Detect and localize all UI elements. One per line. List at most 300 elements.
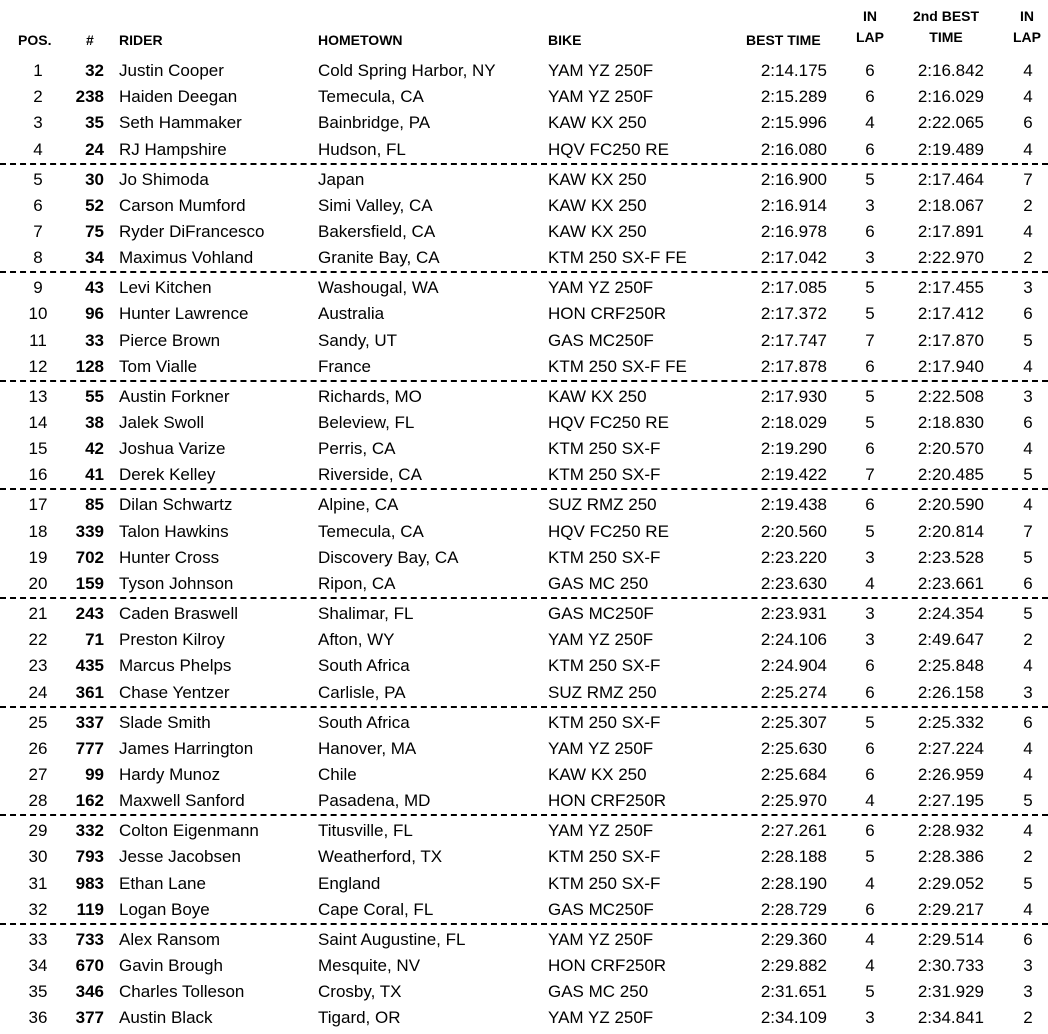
header-pos: POS. [18, 32, 52, 48]
table-row [0, 927, 1048, 953]
cell-second-best-time: 2:23.661 [917, 574, 984, 593]
cell-in-lap: 5 [865, 169, 875, 189]
table-row [0, 710, 1048, 736]
cell-bike: KTM 250 SX-F FE [548, 356, 687, 376]
cell-in-lap: 4 [865, 791, 875, 811]
cell-rider: Justin Cooper [119, 61, 224, 80]
cell-rider: Marcus Phelps [119, 656, 232, 676]
cell-bike: GAS MC250F [548, 330, 654, 350]
cell-second-best-time: 2:25.848 [917, 656, 984, 676]
cell-in-lap: 6 [865, 87, 875, 107]
cell-in-lap: 6 [865, 495, 875, 515]
cell-in-lap: 4 [865, 113, 875, 133]
cell-best-time: 2:17.747 [760, 330, 827, 350]
cell-hometown: Perris, CA [318, 439, 396, 459]
cell-hometown: Temecula, CA [318, 87, 424, 107]
cell-hometown: Cape Coral, FL [318, 899, 434, 919]
table-row [0, 601, 1048, 627]
cell-hometown: Weatherford, TX [318, 847, 443, 867]
cell-in-lap: 5 [865, 413, 875, 432]
cell-in-lap-2: 5 [1023, 791, 1033, 811]
table-row [0, 110, 1048, 136]
table-row [0, 436, 1048, 462]
cell-in-lap: 5 [865, 982, 875, 1002]
cell-position: 27 [28, 765, 48, 784]
cell-second-best-time: 2:20.570 [917, 439, 984, 459]
cell-position: 5 [33, 169, 43, 189]
cell-position: 6 [33, 195, 43, 215]
cell-number: 377 [75, 1008, 104, 1028]
cell-bike: GAS MC 250 [548, 574, 649, 593]
cell-best-time: 2:25.970 [760, 791, 827, 811]
cell-in-lap-2: 6 [1023, 929, 1033, 949]
cell-hometown: Japan [318, 169, 365, 189]
cell-in-lap: 4 [865, 574, 875, 593]
cell-position: 4 [33, 139, 43, 159]
cell-second-best-time: 2:29.514 [917, 929, 984, 949]
cell-hometown: Saint Augustine, FL [318, 929, 466, 949]
cell-in-lap-2: 4 [1023, 87, 1033, 107]
cell-in-lap-2: 2 [1023, 248, 1033, 268]
cell-in-lap-2: 3 [1023, 386, 1033, 406]
cell-bike: HON CRF250R [548, 956, 667, 975]
table-row [0, 979, 1048, 1005]
cell-in-lap: 6 [865, 356, 875, 376]
cell-bike: KTM 250 SX-F [548, 847, 661, 867]
cell-hometown: England [318, 873, 381, 893]
cell-in-lap: 4 [865, 929, 875, 949]
cell-second-best-time: 2:28.932 [917, 821, 984, 841]
table-row [0, 219, 1048, 245]
cell-best-time: 2:28.729 [760, 899, 827, 919]
header-number: # [86, 32, 94, 48]
cell-second-best-time: 2:28.386 [917, 847, 984, 867]
cell-second-best-time: 2:24.354 [917, 604, 984, 623]
cell-number: 85 [85, 495, 104, 515]
cell-in-lap: 3 [865, 630, 875, 650]
cell-best-time: 2:31.651 [760, 982, 827, 1002]
cell-bike: GAS MC250F [548, 604, 654, 623]
cell-position: 30 [28, 847, 48, 867]
table-row [0, 492, 1048, 518]
table-row [0, 84, 1048, 110]
cell-bike: KAW KX 250 [548, 222, 647, 241]
cell-hometown: Carlisle, PA [318, 682, 406, 702]
cell-position: 8 [33, 248, 43, 268]
cell-second-best-time: 2:18.830 [917, 413, 984, 432]
cell-bike: KAW KX 250 [548, 386, 647, 406]
cell-hometown: Australia [318, 304, 385, 324]
cell-bike: YAM YZ 250F [548, 929, 654, 949]
cell-hometown: Pasadena, MD [318, 791, 431, 811]
cell-best-time: 2:28.188 [760, 847, 827, 867]
cell-best-time: 2:16.914 [760, 195, 827, 215]
cell-in-lap: 3 [865, 547, 875, 567]
cell-position: 23 [28, 656, 48, 676]
table-row [0, 519, 1048, 545]
cell-in-lap: 7 [865, 465, 875, 485]
cell-best-time: 2:23.630 [760, 574, 827, 593]
cell-bike: HQV FC250 RE [548, 413, 669, 432]
table-row [0, 788, 1048, 816]
cell-rider: Austin Black [119, 1008, 213, 1028]
cell-number: 75 [85, 222, 104, 241]
table-row [0, 354, 1048, 382]
cell-hometown: Richards, MO [318, 386, 422, 406]
cell-best-time: 2:16.080 [760, 139, 827, 159]
cell-second-best-time: 2:20.814 [917, 521, 984, 541]
cell-bike: KAW KX 250 [548, 195, 647, 215]
table-row [0, 301, 1048, 327]
cell-bike: HQV FC250 RE [548, 139, 669, 159]
cell-in-lap: 5 [865, 386, 875, 406]
cell-second-best-time: 2:22.508 [917, 386, 984, 406]
table-row [0, 844, 1048, 870]
cell-second-best-time: 2:22.065 [917, 113, 984, 133]
cell-rider: Maxwell Sanford [119, 791, 245, 811]
cell-bike: KTM 250 SX-F [548, 439, 661, 459]
cell-number: 96 [85, 304, 104, 324]
table-row [0, 571, 1048, 599]
cell-rider: Alex Ransom [119, 929, 221, 949]
cell-in-lap: 3 [865, 195, 875, 215]
cell-rider: Joshua Varize [119, 439, 226, 459]
cell-hometown: Granite Bay, CA [318, 248, 440, 268]
cell-rider: Tyson Johnson [119, 574, 234, 593]
cell-hometown: Sandy, UT [318, 330, 398, 350]
table-row [0, 736, 1048, 762]
cell-in-lap-2: 4 [1023, 61, 1033, 80]
cell-rider: Chase Yentzer [119, 682, 230, 702]
cell-in-lap-2: 4 [1023, 139, 1033, 159]
cell-bike: KTM 250 SX-F [548, 656, 661, 676]
cell-best-time: 2:25.684 [760, 765, 827, 784]
table-row [0, 545, 1048, 571]
cell-hometown: South Africa [318, 712, 410, 732]
cell-rider: Haiden Deegan [119, 87, 238, 107]
cell-best-time: 2:19.438 [760, 495, 827, 515]
cell-in-lap: 6 [865, 439, 875, 459]
cell-number: 71 [85, 630, 104, 650]
cell-bike: KTM 250 SX-F FE [548, 248, 687, 268]
cell-bike: KAW KX 250 [548, 113, 647, 133]
cell-position: 32 [28, 899, 48, 919]
cell-second-best-time: 2:17.891 [917, 222, 984, 241]
table-row [0, 462, 1048, 490]
cell-bike: KTM 250 SX-F [548, 465, 661, 485]
cell-in-lap-2: 2 [1023, 195, 1033, 215]
table-row [0, 762, 1048, 788]
cell-best-time: 2:25.307 [760, 712, 827, 732]
cell-number: 162 [75, 791, 104, 811]
cell-bike: GAS MC250F [548, 899, 654, 919]
cell-rider: Logan Boye [119, 899, 210, 919]
cell-position: 28 [28, 791, 48, 811]
cell-hometown: Simi Valley, CA [318, 195, 433, 215]
cell-best-time: 2:34.109 [760, 1008, 827, 1028]
cell-in-lap: 7 [865, 330, 875, 350]
cell-number: 55 [85, 386, 104, 406]
cell-bike: HON CRF250R [548, 304, 667, 324]
cell-position: 12 [28, 356, 48, 376]
cell-hometown: Beleview, FL [318, 413, 415, 432]
cell-in-lap: 6 [865, 821, 875, 841]
cell-rider: Carson Mumford [119, 195, 246, 215]
cell-second-best-time: 2:26.158 [917, 682, 984, 702]
cell-second-best-time: 2:16.029 [917, 87, 984, 107]
cell-number: 41 [85, 465, 104, 485]
cell-bike: YAM YZ 250F [548, 821, 654, 841]
cell-second-best-time: 2:17.412 [917, 304, 984, 324]
cell-in-lap: 6 [865, 222, 875, 241]
table-row [0, 897, 1048, 925]
cell-number: 30 [85, 169, 104, 189]
table-row [0, 818, 1048, 844]
cell-rider: Hunter Cross [119, 547, 220, 567]
cell-hometown: Temecula, CA [318, 521, 424, 541]
cell-best-time: 2:17.930 [760, 386, 827, 406]
cell-bike: YAM YZ 250F [548, 87, 654, 107]
cell-in-lap: 6 [865, 139, 875, 159]
cell-bike: YAM YZ 250F [548, 278, 654, 298]
cell-number: 670 [75, 956, 104, 975]
cell-in-lap-2: 4 [1023, 656, 1033, 676]
cell-best-time: 2:25.274 [760, 682, 827, 702]
cell-hometown: Crosby, TX [318, 982, 402, 1002]
cell-in-lap: 4 [865, 956, 875, 975]
cell-number: 702 [75, 547, 104, 567]
cell-second-best-time: 2:30.733 [917, 956, 984, 975]
cell-second-best-time: 2:27.195 [917, 791, 984, 811]
cell-hometown: Bakersfield, CA [318, 222, 436, 241]
cell-position: 3 [33, 113, 43, 133]
cell-number: 43 [85, 278, 104, 298]
table-row [0, 653, 1048, 679]
cell-in-lap-2: 4 [1023, 222, 1033, 241]
cell-hometown: Riverside, CA [318, 465, 422, 485]
cell-bike: GAS MC 250 [548, 982, 649, 1002]
cell-position: 14 [28, 413, 48, 432]
cell-position: 7 [33, 222, 43, 241]
cell-rider: Colton Eigenmann [119, 821, 259, 841]
cell-number: 243 [75, 604, 104, 623]
cell-second-best-time: 2:17.464 [917, 169, 984, 189]
table-row [0, 275, 1048, 301]
cell-hometown: Chile [318, 765, 357, 784]
cell-rider: Charles Tolleson [119, 982, 245, 1002]
cell-best-time: 2:15.289 [760, 87, 827, 107]
cell-number: 33 [85, 330, 104, 350]
cell-position: 19 [28, 547, 48, 567]
table-row [0, 384, 1048, 410]
cell-in-lap-2: 7 [1023, 169, 1033, 189]
cell-rider: Dilan Schwartz [119, 495, 233, 515]
table-row [0, 1005, 1048, 1031]
cell-hometown: Bainbridge, PA [318, 113, 431, 133]
cell-rider: Ryder DiFrancesco [119, 222, 265, 241]
table-row [0, 245, 1048, 273]
cell-position: 26 [28, 738, 48, 758]
cell-rider: Levi Kitchen [119, 278, 212, 298]
cell-best-time: 2:17.878 [760, 356, 827, 376]
cell-in-lap-2: 6 [1023, 413, 1033, 432]
cell-position: 33 [28, 929, 48, 949]
cell-position: 31 [28, 873, 48, 893]
cell-bike: KAW KX 250 [548, 765, 647, 784]
cell-second-best-time: 2:19.489 [917, 139, 984, 159]
cell-bike: YAM YZ 250F [548, 1008, 654, 1028]
cell-second-best-time: 2:29.217 [917, 899, 984, 919]
cell-in-lap: 5 [865, 521, 875, 541]
cell-best-time: 2:17.372 [760, 304, 827, 324]
cell-best-time: 2:18.029 [760, 413, 827, 432]
cell-number: 42 [85, 439, 104, 459]
cell-number: 777 [75, 738, 104, 758]
header-best-time: BEST TIME [746, 32, 821, 48]
cell-rider: Pierce Brown [119, 330, 221, 350]
cell-in-lap-2: 4 [1023, 821, 1033, 841]
cell-hometown: Titusville, FL [318, 821, 413, 841]
cell-second-best-time: 2:16.842 [917, 61, 984, 80]
cell-rider: James Harrington [119, 738, 254, 758]
cell-best-time: 2:23.220 [760, 547, 827, 567]
header-hometown: HOMETOWN [318, 32, 403, 48]
cell-bike: YAM YZ 250F [548, 61, 654, 80]
cell-number: 99 [85, 765, 104, 784]
cell-hometown: Tigard, OR [318, 1008, 401, 1028]
cell-rider: Caden Braswell [119, 604, 239, 623]
cell-position: 36 [28, 1008, 48, 1028]
cell-in-lap-2: 4 [1023, 495, 1033, 515]
cell-rider: RJ Hampshire [119, 139, 227, 159]
cell-in-lap-2: 4 [1023, 356, 1033, 376]
cell-rider: Gavin Brough [119, 956, 223, 975]
cell-best-time: 2:16.978 [760, 222, 827, 241]
cell-rider: Preston Kilroy [119, 630, 225, 650]
cell-second-best-time: 2:17.870 [917, 330, 984, 350]
cell-position: 25 [28, 712, 48, 732]
table-row [0, 680, 1048, 708]
cell-best-time: 2:16.900 [760, 169, 827, 189]
cell-best-time: 2:19.290 [760, 439, 827, 459]
table-row [0, 193, 1048, 219]
cell-in-lap-2: 5 [1023, 547, 1033, 567]
cell-position: 29 [28, 821, 48, 841]
header-second-best-time: 2nd BEST TIME [912, 8, 980, 45]
cell-rider: Derek Kelley [119, 465, 216, 485]
cell-number: 34 [85, 248, 104, 268]
cell-second-best-time: 2:17.455 [917, 278, 984, 298]
cell-hometown: South Africa [318, 656, 410, 676]
cell-second-best-time: 2:17.940 [917, 356, 984, 376]
cell-second-best-time: 2:27.224 [917, 738, 984, 758]
cell-in-lap: 6 [865, 61, 875, 80]
cell-number: 38 [85, 413, 104, 432]
cell-bike: SUZ RMZ 250 [548, 682, 657, 702]
cell-best-time: 2:17.042 [760, 248, 827, 268]
cell-rider: Ethan Lane [119, 873, 206, 893]
cell-number: 35 [85, 113, 104, 133]
cell-number: 52 [85, 195, 104, 215]
cell-in-lap-2: 2 [1023, 847, 1033, 867]
cell-position: 34 [28, 956, 48, 975]
cell-best-time: 2:29.360 [760, 929, 827, 949]
table-row [0, 627, 1048, 653]
cell-in-lap-2: 6 [1023, 304, 1033, 324]
cell-hometown: Ripon, CA [318, 574, 396, 593]
cell-in-lap-2: 7 [1023, 521, 1033, 541]
cell-in-lap: 5 [865, 847, 875, 867]
cell-hometown: Alpine, CA [318, 495, 399, 515]
cell-rider: Slade Smith [119, 712, 211, 732]
cell-in-lap: 6 [865, 765, 875, 784]
cell-second-best-time: 2:20.485 [917, 465, 984, 485]
cell-in-lap-2: 2 [1023, 1008, 1033, 1028]
cell-best-time: 2:27.261 [760, 821, 827, 841]
cell-rider: Austin Forkner [119, 386, 230, 406]
cell-position: 10 [28, 304, 48, 324]
cell-position: 18 [28, 521, 48, 541]
cell-in-lap-2: 3 [1023, 982, 1033, 1002]
cell-number: 346 [75, 982, 104, 1002]
header-in-lap: IN LAP [856, 8, 884, 45]
cell-in-lap: 5 [865, 712, 875, 732]
cell-rider: Hardy Munoz [119, 765, 221, 784]
cell-bike: SUZ RMZ 250 [548, 495, 657, 515]
cell-in-lap: 5 [865, 278, 875, 298]
cell-second-best-time: 2:49.647 [917, 630, 984, 650]
cell-hometown: Cold Spring Harbor, NY [318, 61, 496, 80]
cell-second-best-time: 2:18.067 [917, 195, 984, 215]
header-rider: RIDER [119, 32, 163, 48]
header-bike: BIKE [548, 32, 582, 48]
header-in-lap-2: IN LAP [1013, 8, 1041, 45]
cell-hometown: France [318, 356, 371, 376]
table-row [0, 58, 1048, 84]
table-row [0, 328, 1048, 354]
cell-bike: KTM 250 SX-F [548, 547, 661, 567]
cell-rider: Jesse Jacobsen [119, 847, 241, 867]
cell-position: 2 [33, 87, 43, 107]
cell-rider: Maximus Vohland [119, 248, 254, 268]
cell-position: 11 [29, 330, 47, 350]
cell-hometown: Hanover, MA [318, 738, 417, 758]
cell-second-best-time: 2:29.052 [917, 873, 984, 893]
table-row [0, 871, 1048, 897]
cell-in-lap-2: 6 [1023, 574, 1033, 593]
cell-best-time: 2:19.422 [760, 465, 827, 485]
cell-hometown: Afton, WY [318, 630, 395, 650]
cell-bike: YAM YZ 250F [548, 630, 654, 650]
cell-number: 793 [75, 847, 104, 867]
cell-number: 435 [75, 656, 104, 676]
cell-in-lap-2: 5 [1023, 465, 1033, 485]
cell-in-lap-2: 2 [1023, 630, 1033, 650]
cell-second-best-time: 2:20.590 [917, 495, 984, 515]
cell-bike: YAM YZ 250F [548, 738, 654, 758]
cell-number: 733 [75, 929, 104, 949]
cell-number: 361 [75, 682, 104, 702]
cell-position: 15 [28, 439, 48, 459]
cell-position: 24 [28, 682, 48, 702]
cell-best-time: 2:24.106 [760, 630, 827, 650]
cell-second-best-time: 2:22.970 [917, 248, 984, 268]
cell-second-best-time: 2:34.841 [917, 1008, 984, 1028]
cell-in-lap-2: 4 [1023, 899, 1033, 919]
cell-in-lap-2: 3 [1023, 956, 1033, 975]
cell-in-lap: 3 [865, 604, 875, 623]
cell-bike: HQV FC250 RE [548, 521, 669, 541]
